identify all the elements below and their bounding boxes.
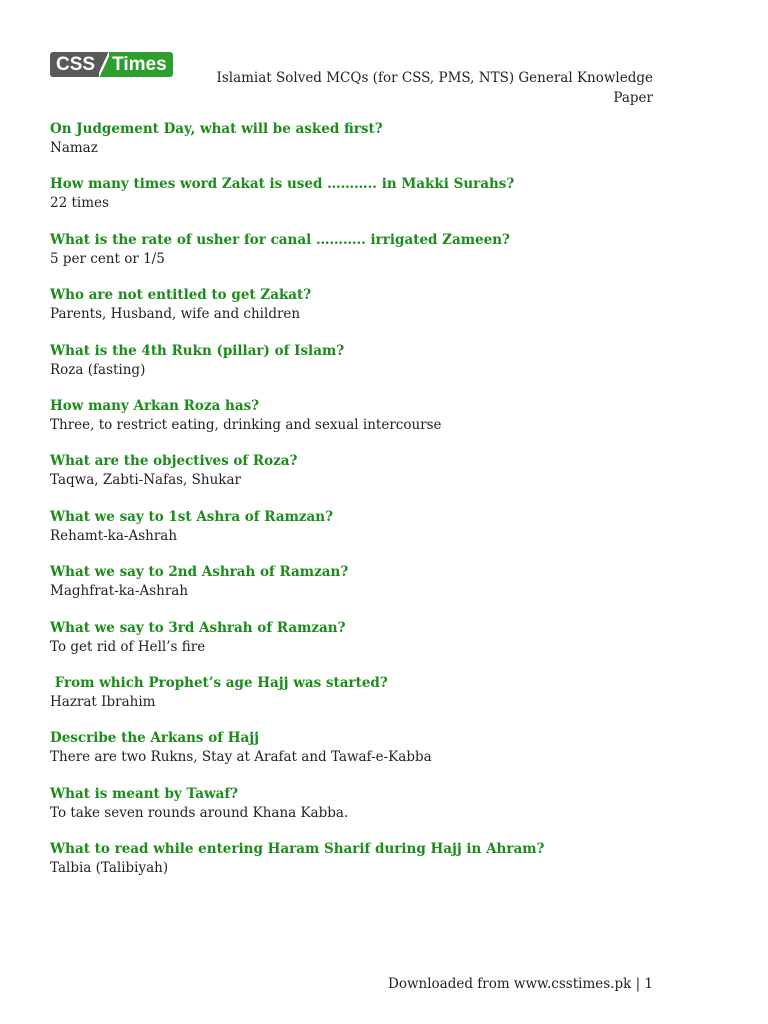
question-text: What we say to 2nd Ashrah of Ramzan? [50,564,349,581]
qa-list [50,120,730,895]
answer-text: To take seven rounds around Khana Kabba. [50,804,349,821]
answer-text: 5 per cent or 1/5 [50,250,165,267]
qa-item [50,674,730,729]
logo-times-text: Times [109,52,173,77]
question-text: How many Arkan Roza has? [50,397,260,414]
answer-text: 22 times [50,195,109,212]
qa-item [50,397,730,452]
qa-item [50,785,730,840]
answer-text: Talbia (Talibiyah) [50,860,169,877]
answer-text: Maghfrat-ka-Ashrah [50,583,189,600]
document-title: Islamiat Solved MCQs (for CSS, PMS, NTS) General Knowledge Paper [216,70,653,106]
question-text: From which Prophet’s age Hajj was started? [50,674,388,691]
question-text: What we say to 1st Ashra of Ramzan? [50,508,333,525]
question-text: What are the objectives of Roza? [50,453,298,470]
csstimes-logo [50,52,173,77]
answer-text: Namaz [50,140,98,156]
qa-item [50,286,730,341]
question-text: What to read while entering Haram Sharif during Hajj in Ahram? [50,841,545,858]
answer-text: There are two Rukns, Stay at Arafat and Tawaf-e-Kabba [50,749,432,766]
question-text: What is meant by Tawaf? [50,785,239,802]
qa-item [50,175,730,230]
answer-text: Taqwa, Zabti-Nafas, Shukar [50,472,241,489]
qa-item [50,729,730,784]
question-text: What is the 4th Rukn (pillar) of Islam? [50,342,345,359]
question-text: What we say to 3rd Ashrah of Ramzan? [50,619,346,636]
question-text: On Judgement Day, what will be asked first? [50,121,383,137]
answer-text: Hazrat Ibrahim [50,693,156,710]
answer-text: Rehamt-ka-Ashrah [50,527,178,544]
qa-item [50,452,730,507]
qa-item [50,619,730,674]
qa-item [50,342,730,397]
page-footer: Downloaded from www.csstimes.pk | 1 [388,976,653,992]
answer-text: Parents, Husband, wife and children [50,306,301,323]
logo-css-text: CSS [50,52,99,77]
question-text: Describe the Arkans of Hajj [50,730,260,747]
logo-slash-mark [99,52,109,77]
qa-item [50,563,730,618]
qa-item [50,120,730,175]
answer-text: Three, to restrict eating, drinking and sexual intercourse [50,416,442,433]
qa-item [50,840,730,895]
question-text: Who are not entitled to get Zakat? [50,287,312,304]
qa-item [50,508,730,563]
question-text: What is the rate of usher for canal ……….. irrigated Zameen? [50,231,510,248]
answer-text: To get rid of Hell’s fire [50,638,206,655]
qa-item [50,231,730,286]
question-text: How many times word Zakat is used ……….. in Makki Surahs? [50,176,515,193]
answer-text: Roza (fasting) [50,361,146,378]
